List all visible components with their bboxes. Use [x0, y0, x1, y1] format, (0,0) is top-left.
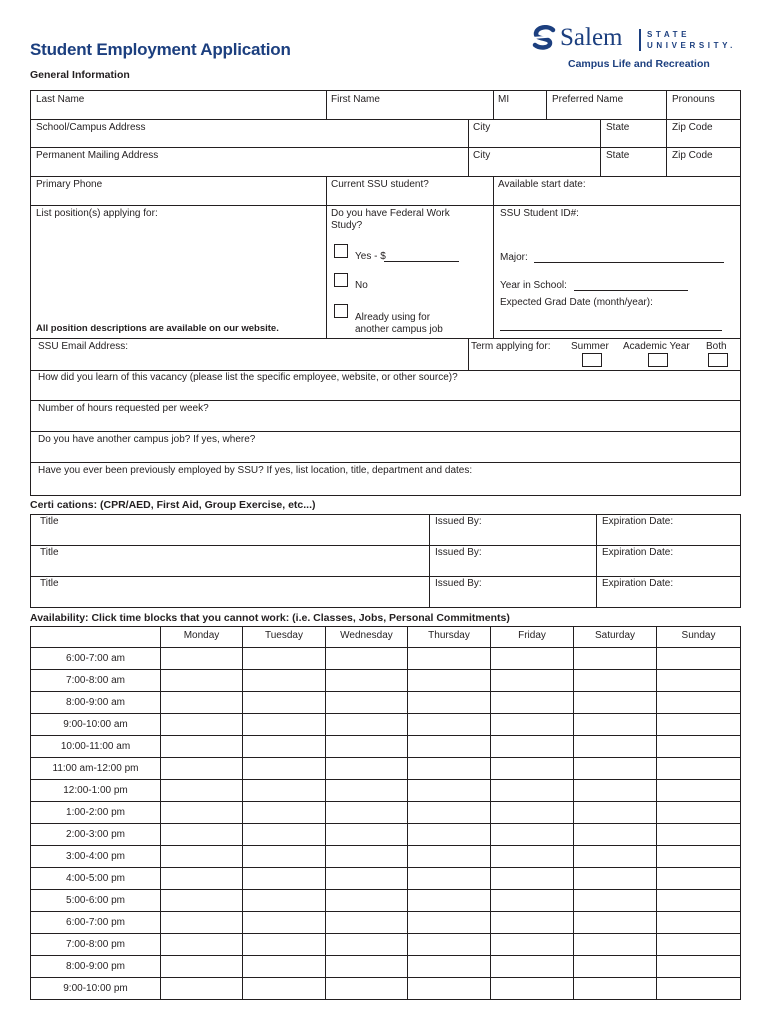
availability-cell-sunday[interactable]: [657, 978, 741, 1000]
row-divider: [30, 545, 741, 546]
city-label: City: [473, 150, 491, 161]
availability-cell-thursday[interactable]: [408, 802, 491, 824]
availability-cell-tuesday[interactable]: [243, 758, 326, 780]
availability-cell-sunday[interactable]: [657, 956, 741, 978]
availability-cell-friday[interactable]: [491, 802, 574, 824]
col-divider: [666, 90, 667, 119]
term-summer-checkbox[interactable]: [582, 353, 602, 367]
permanent-address-label: Permanent Mailing Address: [36, 150, 159, 161]
time-slot-label: 9:00-10:00 pm: [31, 978, 161, 1000]
availability-cell-wednesday[interactable]: [326, 648, 408, 670]
state-label: State: [606, 150, 630, 161]
availability-cell-sunday[interactable]: [657, 824, 741, 846]
availability-row: [31, 868, 741, 890]
section-certifications: Certi cations: (CPR/AED, First Aid, Group Exercise, etc...): [30, 499, 316, 511]
availability-cell-thursday[interactable]: [408, 934, 491, 956]
time-slot-label: 5:00-6:00 pm: [31, 890, 161, 912]
availability-row: [31, 846, 741, 868]
availability-cell-tuesday[interactable]: [243, 890, 326, 912]
page-title: Student Employment Application: [30, 40, 291, 59]
row-divider: [30, 370, 741, 371]
last-name-label: Last Name: [36, 94, 85, 105]
availability-cell-wednesday[interactable]: [326, 912, 408, 934]
availability-cell-friday[interactable]: [491, 890, 574, 912]
availability-cell-sunday[interactable]: [657, 648, 741, 670]
email-label: SSU Email Address:: [38, 341, 129, 352]
availability-row: [31, 692, 741, 714]
day-header-thursday: Thursday: [408, 627, 491, 648]
availability-cell-wednesday[interactable]: [326, 736, 408, 758]
day-header-wednesday: Wednesday: [326, 627, 408, 648]
availability-cell-sunday[interactable]: [657, 670, 741, 692]
availability-corner: [31, 627, 161, 648]
availability-cell-thursday[interactable]: [408, 912, 491, 934]
availability-cell-saturday[interactable]: [574, 736, 657, 758]
availability-cell-monday[interactable]: [161, 802, 243, 824]
day-header-sunday: Sunday: [657, 627, 741, 648]
availability-cell-friday[interactable]: [491, 934, 574, 956]
availability-cell-thursday[interactable]: [408, 758, 491, 780]
availability-cell-tuesday[interactable]: [243, 824, 326, 846]
fws-already-checkbox[interactable]: [334, 304, 348, 318]
availability-cell-monday[interactable]: [161, 956, 243, 978]
availability-cell-sunday[interactable]: [657, 714, 741, 736]
availability-row: [31, 714, 741, 736]
availability-cell-sunday[interactable]: [657, 758, 741, 780]
middle-initial-label: MI: [498, 94, 510, 105]
year-in-school-label: Year in School:: [500, 280, 567, 291]
availability-cell-thursday[interactable]: [408, 846, 491, 868]
availability-cell-thursday[interactable]: [408, 714, 491, 736]
cert-expiration-label: Expiration Date:: [602, 516, 674, 527]
logo-salem-text: Salem: [560, 24, 623, 51]
fws-no-label: No: [355, 280, 368, 291]
cert-expiration-label: Expiration Date:: [602, 547, 674, 558]
availability-cell-wednesday[interactable]: [326, 758, 408, 780]
availability-cell-thursday[interactable]: [408, 692, 491, 714]
time-slot-label: 4:00-5:00 pm: [31, 868, 161, 890]
fws-already-label: Already using for another campus job: [355, 312, 443, 335]
logo-department-text: Campus Life and Recreation: [568, 58, 710, 70]
col-divider: [468, 338, 469, 370]
availability-cell-friday[interactable]: [491, 824, 574, 846]
availability-cell-saturday[interactable]: [574, 802, 657, 824]
availability-header-row: [31, 627, 741, 648]
time-slot-label: 7:00-8:00 am: [31, 670, 161, 692]
cert-issued-label: Issued By:: [435, 578, 482, 589]
availability-row: [31, 934, 741, 956]
availability-row: [31, 956, 741, 978]
availability-cell-wednesday[interactable]: [326, 868, 408, 890]
availability-cell-tuesday[interactable]: [243, 868, 326, 890]
cert-title-label: Title: [40, 578, 59, 589]
availability-cell-sunday[interactable]: [657, 868, 741, 890]
availability-grid: [30, 626, 741, 1000]
availability-cell-saturday[interactable]: [574, 846, 657, 868]
position-note: All position descriptions are available on our website.: [36, 323, 279, 334]
availability-cell-saturday[interactable]: [574, 670, 657, 692]
availability-row: [31, 780, 741, 802]
time-slot-label: 8:00-9:00 am: [31, 692, 161, 714]
row-divider: [30, 431, 741, 432]
time-slot-label: 2:00-3:00 pm: [31, 824, 161, 846]
term-academic-year-checkbox[interactable]: [648, 353, 668, 367]
student-id-label: SSU Student ID#:: [500, 208, 579, 219]
availability-cell-thursday[interactable]: [408, 868, 491, 890]
learn-vacancy-label: How did you learn of this vacancy (please list the specific employee, website, or other source)?: [38, 372, 458, 383]
availability-cell-friday[interactable]: [491, 912, 574, 934]
cert-issued-label: Issued By:: [435, 547, 482, 558]
fws-amount-line[interactable]: [384, 261, 459, 262]
major-line[interactable]: [534, 262, 724, 263]
city-label: City: [473, 122, 491, 133]
availability-cell-wednesday[interactable]: [326, 934, 408, 956]
availability-cell-thursday[interactable]: [408, 648, 491, 670]
previous-employment-label: Have you ever been previously employed by SSU? If yes, list location, title, department and dates:: [38, 465, 473, 476]
availability-cell-friday[interactable]: [491, 868, 574, 890]
row-divider: [30, 119, 741, 120]
availability-cell-thursday[interactable]: [408, 824, 491, 846]
availability-cell-tuesday[interactable]: [243, 736, 326, 758]
time-slot-label: 7:00-8:00 pm: [31, 934, 161, 956]
availability-cell-monday[interactable]: [161, 978, 243, 1000]
availability-cell-monday[interactable]: [161, 890, 243, 912]
grad-date-label: Expected Grad Date (month/year):: [500, 297, 653, 308]
first-name-label: First Name: [331, 94, 380, 105]
availability-row: [31, 912, 741, 934]
availability-cell-friday[interactable]: [491, 692, 574, 714]
availability-cell-thursday[interactable]: [408, 670, 491, 692]
time-slot-label: 10:00-11:00 am: [31, 736, 161, 758]
availability-cell-monday[interactable]: [161, 912, 243, 934]
availability-cell-friday[interactable]: [491, 846, 574, 868]
availability-cell-friday[interactable]: [491, 978, 574, 1000]
availability-cell-tuesday[interactable]: [243, 714, 326, 736]
availability-cell-sunday[interactable]: [657, 890, 741, 912]
availability-cell-tuesday[interactable]: [243, 846, 326, 868]
availability-cell-thursday[interactable]: [408, 890, 491, 912]
availability-cell-saturday[interactable]: [574, 692, 657, 714]
col-divider: [493, 176, 494, 338]
availability-cell-tuesday[interactable]: [243, 692, 326, 714]
availability-cell-wednesday[interactable]: [326, 670, 408, 692]
availability-cell-saturday[interactable]: [574, 956, 657, 978]
availability-row: [31, 802, 741, 824]
availability-cell-sunday[interactable]: [657, 736, 741, 758]
availability-cell-saturday[interactable]: [574, 978, 657, 1000]
cert-issued-label: Issued By:: [435, 516, 482, 527]
row-divider: [30, 176, 741, 177]
cert-title-label: Title: [40, 547, 59, 558]
pronouns-label: Pronouns: [672, 94, 715, 105]
cert-expiration-label: Expiration Date:: [602, 578, 674, 589]
day-header-tuesday: Tuesday: [243, 627, 326, 648]
term-both-label: Both: [706, 341, 727, 352]
availability-cell-friday[interactable]: [491, 956, 574, 978]
col-divider: [429, 514, 430, 608]
availability-cell-thursday[interactable]: [408, 978, 491, 1000]
row-divider: [30, 205, 741, 206]
availability-cell-thursday[interactable]: [408, 736, 491, 758]
availability-cell-saturday[interactable]: [574, 758, 657, 780]
time-slot-label: 9:00-10:00 am: [31, 714, 161, 736]
availability-cell-saturday[interactable]: [574, 824, 657, 846]
availability-cell-saturday[interactable]: [574, 890, 657, 912]
availability-row: [31, 670, 741, 692]
fws-yes-label: Yes - $: [355, 251, 386, 262]
availability-cell-saturday[interactable]: [574, 780, 657, 802]
col-divider: [666, 119, 667, 176]
certifications-table: [30, 514, 741, 608]
availability-cell-monday[interactable]: [161, 714, 243, 736]
availability-cell-tuesday[interactable]: [243, 934, 326, 956]
salem-s-mark-icon: [530, 25, 560, 53]
availability-cell-wednesday[interactable]: [326, 846, 408, 868]
time-slot-label: 3:00-4:00 pm: [31, 846, 161, 868]
col-divider: [493, 90, 494, 119]
availability-cell-tuesday[interactable]: [243, 670, 326, 692]
day-header-monday: Monday: [161, 627, 243, 648]
availability-cell-friday[interactable]: [491, 648, 574, 670]
col-divider: [546, 90, 547, 119]
term-label: Term applying for:: [471, 341, 551, 352]
availability-cell-saturday[interactable]: [574, 934, 657, 956]
logo-divider: [639, 29, 641, 51]
cert-title-label: Title: [40, 516, 59, 527]
availability-cell-monday[interactable]: [161, 824, 243, 846]
time-slot-label: 6:00-7:00 pm: [31, 912, 161, 934]
availability-cell-tuesday[interactable]: [243, 780, 326, 802]
school-address-label: School/Campus Address: [36, 122, 146, 133]
availability-cell-saturday[interactable]: [574, 868, 657, 890]
time-slot-label: 12:00-1:00 pm: [31, 780, 161, 802]
availability-cell-monday[interactable]: [161, 846, 243, 868]
availability-cell-sunday[interactable]: [657, 934, 741, 956]
primary-phone-label: Primary Phone: [36, 179, 103, 190]
availability-cell-monday[interactable]: [161, 670, 243, 692]
availability-cell-tuesday[interactable]: [243, 978, 326, 1000]
row-divider: [30, 147, 741, 148]
time-slot-label: 8:00-9:00 pm: [31, 956, 161, 978]
col-divider: [326, 176, 327, 338]
availability-cell-monday[interactable]: [161, 648, 243, 670]
availability-cell-friday[interactable]: [491, 714, 574, 736]
other-job-label: Do you have another campus job? If yes, where?: [38, 434, 256, 445]
availability-cell-sunday[interactable]: [657, 846, 741, 868]
col-divider: [600, 119, 601, 176]
availability-cell-friday[interactable]: [491, 670, 574, 692]
availability-cell-sunday[interactable]: [657, 912, 741, 934]
federal-work-study-label: Do you have Federal Work Study?: [331, 208, 450, 231]
availability-cell-thursday[interactable]: [408, 956, 491, 978]
availability-cell-tuesday[interactable]: [243, 912, 326, 934]
zip-code-label: Zip Code: [672, 150, 713, 161]
current-student-label: Current SSU student?: [331, 179, 429, 190]
positions-label: List position(s) applying for:: [36, 208, 158, 219]
time-slot-label: 1:00-2:00 pm: [31, 802, 161, 824]
availability-cell-monday[interactable]: [161, 934, 243, 956]
availability-cell-sunday[interactable]: [657, 780, 741, 802]
availability-row: [31, 824, 741, 846]
term-academic-year-label: Academic Year: [623, 341, 690, 352]
time-slot-label: 6:00-7:00 am: [31, 648, 161, 670]
year-in-school-line[interactable]: [574, 290, 688, 291]
availability-cell-wednesday[interactable]: [326, 824, 408, 846]
availability-cell-friday[interactable]: [491, 736, 574, 758]
availability-row: [31, 758, 741, 780]
availability-cell-wednesday[interactable]: [326, 956, 408, 978]
availability-cell-monday[interactable]: [161, 780, 243, 802]
start-date-label: Available start date:: [498, 179, 586, 190]
availability-cell-wednesday[interactable]: [326, 890, 408, 912]
availability-cell-saturday[interactable]: [574, 912, 657, 934]
col-divider: [596, 514, 597, 608]
university-logo: [530, 22, 745, 72]
col-divider: [468, 119, 469, 176]
availability-row: [31, 648, 741, 670]
fws-no-checkbox[interactable]: [334, 273, 348, 287]
availability-row: [31, 978, 741, 1000]
time-slot-label: 11:00 am-12:00 pm: [31, 758, 161, 780]
row-divider: [30, 462, 741, 463]
state-label: State: [606, 122, 630, 133]
availability-cell-monday[interactable]: [161, 868, 243, 890]
row-divider: [30, 576, 741, 577]
availability-row: [31, 890, 741, 912]
fws-yes-checkbox[interactable]: [334, 244, 348, 258]
availability-cell-saturday[interactable]: [574, 714, 657, 736]
availability-cell-wednesday[interactable]: [326, 978, 408, 1000]
availability-cell-tuesday[interactable]: [243, 956, 326, 978]
availability-cell-thursday[interactable]: [408, 780, 491, 802]
availability-cell-wednesday[interactable]: [326, 780, 408, 802]
availability-cell-friday[interactable]: [491, 758, 574, 780]
row-divider: [30, 400, 741, 401]
availability-cell-sunday[interactable]: [657, 802, 741, 824]
availability-cell-tuesday[interactable]: [243, 648, 326, 670]
availability-cell-monday[interactable]: [161, 736, 243, 758]
availability-cell-saturday[interactable]: [574, 648, 657, 670]
term-summer-label: Summer: [571, 341, 609, 352]
availability-cell-monday[interactable]: [161, 758, 243, 780]
availability-cell-sunday[interactable]: [657, 692, 741, 714]
logo-university-text: UNIVERSITY.: [647, 41, 736, 50]
major-label: Major:: [500, 252, 528, 263]
availability-cell-monday[interactable]: [161, 692, 243, 714]
day-header-friday: Friday: [491, 627, 574, 648]
zip-code-label: Zip Code: [672, 122, 713, 133]
availability-cell-friday[interactable]: [491, 780, 574, 802]
grad-date-line[interactable]: [500, 330, 722, 331]
availability-row: [31, 736, 741, 758]
section-availability: Availability: Click time blocks that you cannot work: (i.e. Classes, Jobs, Personal Commitments): [30, 612, 510, 624]
section-general-information: General Information: [30, 69, 130, 81]
availability-cell-wednesday[interactable]: [326, 802, 408, 824]
logo-state-text: STATE: [647, 30, 691, 39]
hours-label: Number of hours requested per week?: [38, 403, 209, 414]
col-divider: [326, 90, 327, 119]
day-header-saturday: Saturday: [574, 627, 657, 648]
preferred-name-label: Preferred Name: [552, 94, 624, 105]
availability-cell-tuesday[interactable]: [243, 802, 326, 824]
availability-cell-wednesday[interactable]: [326, 692, 408, 714]
row-divider: [30, 338, 741, 339]
term-both-checkbox[interactable]: [708, 353, 728, 367]
availability-cell-wednesday[interactable]: [326, 714, 408, 736]
